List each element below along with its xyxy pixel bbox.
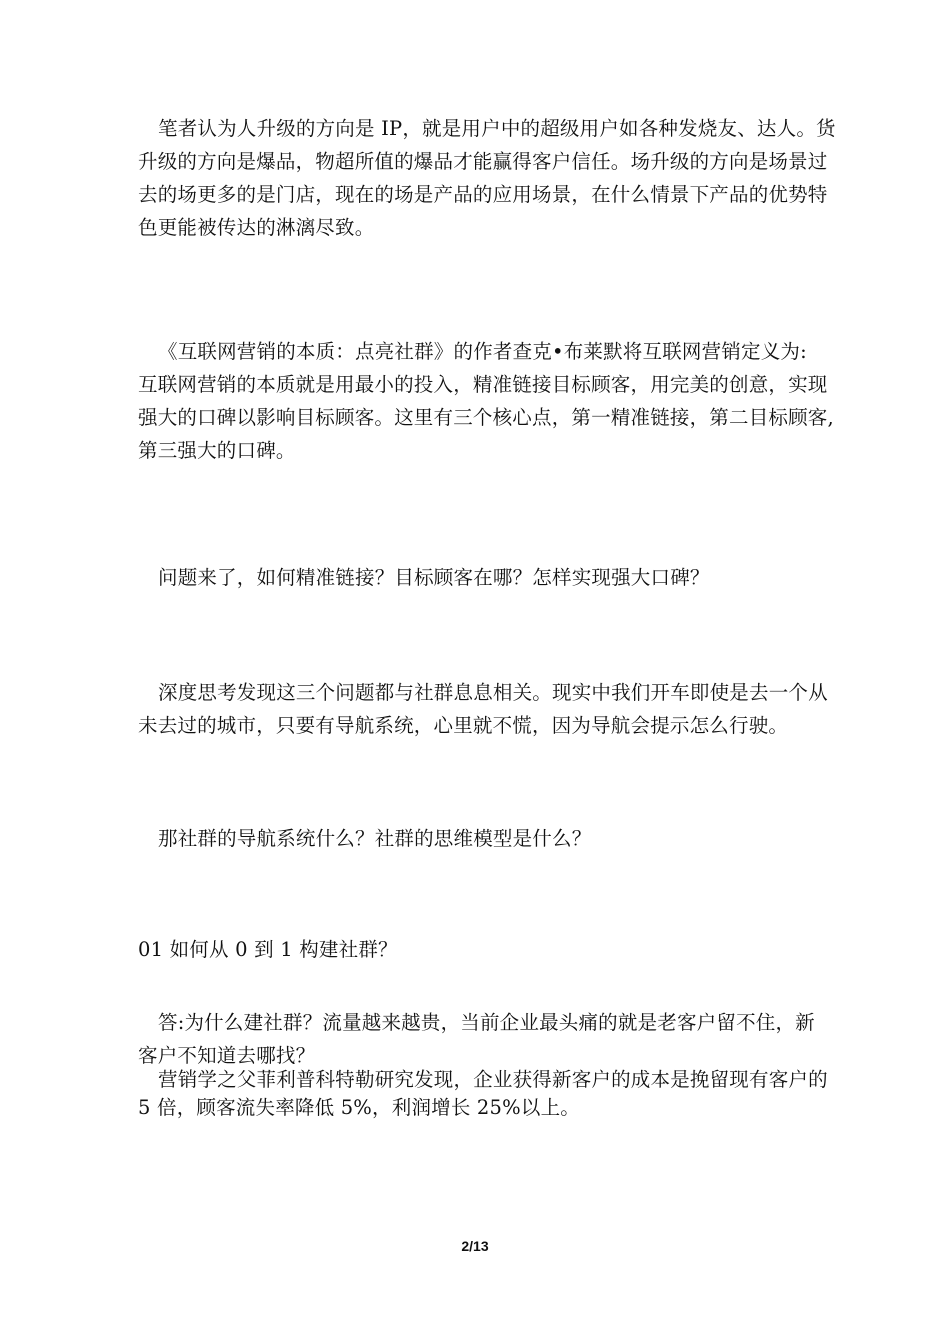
paragraph-internet-marketing-definition — [138, 335, 834, 467]
paragraph-questions — [138, 561, 818, 594]
paragraph-answer — [138, 1006, 818, 1072]
text-line: 强大的口碑以影响目标顾客。这里有三个核心点，第一精准链接，第二目标顾客, — [138, 406, 834, 429]
text-line: 答:为什么建社群？流量越来越贵，当前企业最头痛的就是老客户留不住，新 — [158, 1011, 815, 1034]
text-line: 客户不知道去哪找？ — [138, 1044, 316, 1067]
section-heading — [138, 933, 818, 966]
text-line: 互联网营销的本质就是用最小的投入，精准链接目标顾客，用完美的创意，实现 — [138, 373, 828, 396]
text-line: 笔者认为人升级的方向是 IP，就是用户中的超级用户如各种发烧友、达人。货 — [158, 117, 836, 140]
paragraph-upgrade-directions — [138, 112, 836, 244]
text-line: 营销学之父菲利普科特勒研究发现，企业获得新客户的成本是挽留现有客户的 — [158, 1068, 828, 1091]
page-number: 2/13 — [461, 1238, 489, 1254]
text-line: 去的场更多的是门店，现在的场是产品的应用场景，在什么情景下产品的优势特 — [138, 183, 828, 206]
text-line: 第三强大的口碑。 — [138, 439, 296, 462]
text-line: 色更能被传达的淋漓尽致。 — [138, 216, 375, 239]
text-line: 未去过的城市，只要有导航系统，心里就不慌，因为导航会提示怎么行驶。 — [138, 714, 789, 737]
text-line: 那社群的导航系统什么？社群的思维模型是什么？ — [158, 827, 592, 850]
paragraph-navigation-question — [138, 822, 818, 855]
paragraph-deep-thinking — [138, 676, 828, 742]
text-line: 5 倍，顾客流失率降低 5%，利润增长 25%以上。 — [138, 1096, 580, 1119]
text-line: 01 如何从 0 到 1 构建社群？ — [138, 938, 398, 961]
text-line: 深度思考发现这三个问题都与社群息息相关。现实中我们开车即使是去一个从 — [158, 681, 828, 704]
text-line: 升级的方向是爆品，物超所值的爆品才能赢得客户信任。场升级的方向是场景过 — [138, 150, 828, 173]
paragraph-kotler-research — [138, 1066, 828, 1122]
text-line: 问题来了，如何精准链接？目标顾客在哪？怎样实现强大口碑？ — [158, 566, 710, 589]
text-line: 《互联网营销的本质：点亮社群》的作者查克•布莱默将互联网营销定义为: — [158, 340, 807, 363]
